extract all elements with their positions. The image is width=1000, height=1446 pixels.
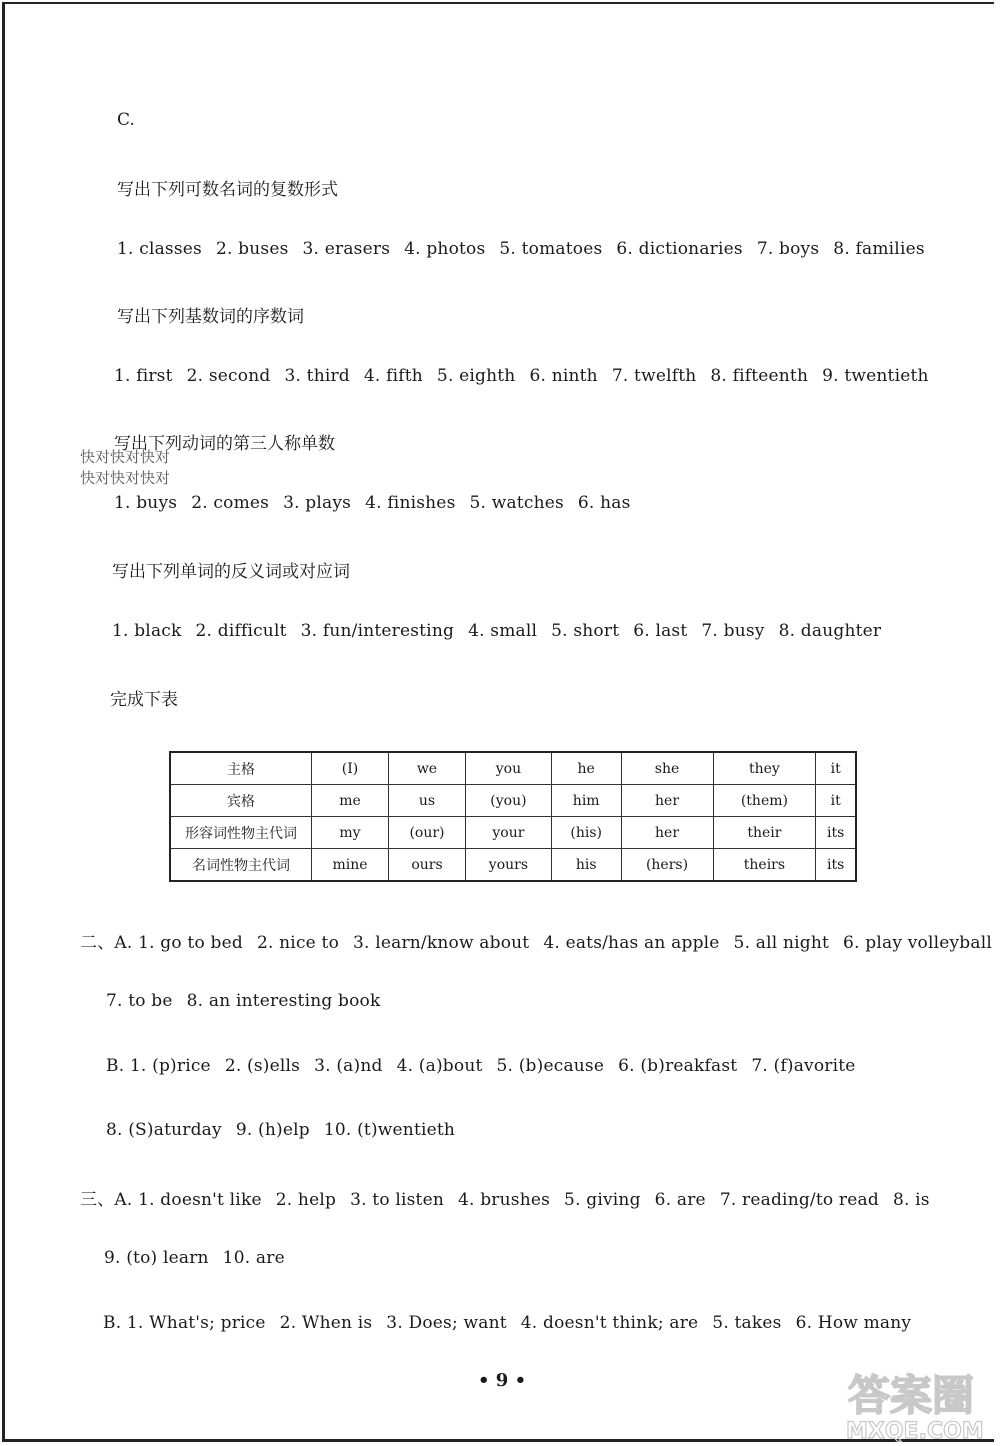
answer-item: 8. is (892, 1190, 930, 1210)
answer-item: 8. (S)aturday (106, 1120, 222, 1140)
answer-item: 9. (h)elp (235, 1120, 310, 1140)
table-row (170, 849, 856, 882)
answer-item: 6. are (654, 1190, 706, 1210)
answer-item: 5. watches (469, 493, 564, 513)
answer-item: 3. (a)nd (314, 1056, 383, 1076)
table-cell: you (465, 752, 551, 785)
table-heading: 完成下表 (110, 690, 178, 710)
table-cell: her (621, 817, 713, 849)
answer-item: 5. giving (564, 1190, 641, 1210)
table-cell: she (621, 752, 713, 785)
answer-item: 7. twelfth (611, 366, 697, 386)
answer-item: 4. small (468, 621, 538, 641)
part3-a-line1 (80, 1185, 944, 1210)
ordinal-answers (114, 366, 943, 386)
answer-item: 8. fifteenth (710, 366, 809, 386)
answer-item: 5. all night (733, 933, 830, 953)
plural-heading: 写出下列可数名词的复数形式 (117, 180, 338, 200)
table-cell: their (713, 817, 816, 849)
table-cell: your (465, 817, 551, 849)
table-cell: him (551, 785, 621, 817)
answer-item: 7. reading/to read (719, 1190, 879, 1210)
logo-text-cn: 答案圈 (848, 1371, 975, 1420)
answer-item: 2. When is (279, 1313, 373, 1333)
third-person-heading: 写出下列动词的第三人称单数 (114, 434, 335, 454)
answer-item: 4. brushes (458, 1190, 551, 1210)
pronoun-table (169, 751, 857, 882)
answer-item: 1. classes (117, 239, 202, 259)
answer-item: 3. erasers (302, 239, 391, 259)
answer-item: 8. daughter (778, 621, 882, 641)
table-cell: mine (312, 849, 389, 882)
answer-item: 2. buses (215, 239, 289, 259)
answer-item: 2. second (186, 366, 271, 386)
answer-item: 6. (b)reakfast (618, 1056, 738, 1076)
page-frame (2, 2, 994, 1442)
part3-b-line1 (103, 1313, 925, 1333)
answer-item: 9. (to) learn (104, 1248, 209, 1268)
mxqe-logo-icon (842, 1364, 992, 1442)
table-cell: (our) (388, 817, 465, 849)
antonym-heading: 写出下列单词的反义词或对应词 (112, 562, 350, 582)
answer-item: 2. (s)ells (224, 1056, 301, 1076)
answer-item: 6. ninth (529, 366, 598, 386)
section-c-label: C. (117, 110, 135, 130)
antonym-answers (112, 621, 895, 641)
table-cell: yours (465, 849, 551, 882)
table-cell: her (621, 785, 713, 817)
table-row (170, 817, 856, 849)
part3-a-line2 (104, 1248, 299, 1268)
answer-item: 4. doesn't think; are (520, 1313, 699, 1333)
answer-item: 10. are (222, 1248, 285, 1268)
part2-b-line1 (106, 1056, 870, 1076)
answer-item: 6. dictionaries (616, 239, 743, 259)
answer-item: 7. boys (756, 239, 820, 259)
answer-item: B. 1. (p)rice (106, 1056, 211, 1076)
answer-item: 5. short (551, 621, 620, 641)
table-cell: its (816, 817, 856, 849)
row-label: 形容词性物主代词 (170, 817, 312, 849)
answer-item: 3. Does; want (386, 1313, 507, 1333)
table-row (170, 785, 856, 817)
ordinal-heading: 写出下列基数词的序数词 (117, 307, 304, 327)
answer-item: 5. takes (712, 1313, 782, 1333)
part2-a-line1 (80, 928, 1000, 953)
answer-item: 8. families (833, 239, 925, 259)
answer-item: 二、A. 1. go to bed (80, 933, 243, 953)
answer-item: 6. How many (795, 1313, 912, 1333)
table-cell: his (551, 849, 621, 882)
answer-item: 3. third (284, 366, 350, 386)
logo-text-en: MXQE.COM (846, 1419, 984, 1442)
answer-item: 三、A. 1. doesn't like (80, 1190, 262, 1210)
answer-item: 7. busy (701, 621, 765, 641)
answer-item: 6. last (633, 621, 688, 641)
answer-item: 2. comes (191, 493, 270, 513)
answer-item: 5. tomatoes (499, 239, 603, 259)
answer-item: 4. fifth (363, 366, 423, 386)
answer-item: 8. an interesting book (186, 991, 381, 1011)
answer-item: 3. plays (283, 493, 352, 513)
table-cell: (hers) (621, 849, 713, 882)
row-label: 名词性物主代词 (170, 849, 312, 882)
answer-item: 2. help (275, 1190, 337, 1210)
part2-a-line2 (106, 991, 395, 1011)
answer-item: 10. (t)wentieth (323, 1120, 456, 1140)
third-person-answers (114, 493, 645, 513)
answer-item: 4. eats/has an apple (543, 933, 720, 953)
answer-item: 9. twentieth (822, 366, 929, 386)
table-cell: theirs (713, 849, 816, 882)
table-cell: we (388, 752, 465, 785)
table-cell: (you) (465, 785, 551, 817)
table-cell: ours (388, 849, 465, 882)
table-cell: it (816, 785, 856, 817)
answer-item: 3. to listen (350, 1190, 444, 1210)
answer-item: 1. buys (114, 493, 178, 513)
page-number: • 9 • (478, 1370, 527, 1391)
table-cell: (his) (551, 817, 621, 849)
answer-item: 1. black (112, 621, 182, 641)
table-row (170, 752, 856, 785)
table-cell: me (312, 785, 389, 817)
answer-item: 2. difficult (195, 621, 287, 641)
row-label: 宾格 (170, 785, 312, 817)
table-cell: us (388, 785, 465, 817)
answer-item: 6. play volleyball (843, 933, 993, 953)
table-cell: (I) (312, 752, 389, 785)
answer-item: 6. has (577, 493, 631, 513)
answer-item: 5. eighth (436, 366, 516, 386)
table-cell: its (816, 849, 856, 882)
answer-item: 4. finishes (365, 493, 456, 513)
table-cell: (them) (713, 785, 816, 817)
watermark-line-1: 快对快对快对 (80, 448, 171, 466)
answer-item: 3. learn/know about (353, 933, 530, 953)
table-cell: they (713, 752, 816, 785)
answer-item: 7. to be (106, 991, 173, 1011)
table-cell: my (312, 817, 389, 849)
answer-item: 4. (a)bout (396, 1056, 483, 1076)
table-cell: it (816, 752, 856, 785)
answer-item: 3. fun/interesting (300, 621, 455, 641)
table-cell: he (551, 752, 621, 785)
answer-item: 2. nice to (256, 933, 339, 953)
answer-item: B. 1. What's; price (103, 1313, 266, 1333)
row-label: 主格 (170, 752, 312, 785)
watermark-line-2: 快对快对快对 (80, 469, 171, 487)
part2-b-line2 (106, 1120, 469, 1140)
answer-item: 4. photos (404, 239, 486, 259)
plural-answers (117, 239, 939, 259)
answer-item: 7. (f)avorite (751, 1056, 856, 1076)
answer-item: 1. first (114, 366, 173, 386)
answer-item: 5. (b)ecause (496, 1056, 605, 1076)
